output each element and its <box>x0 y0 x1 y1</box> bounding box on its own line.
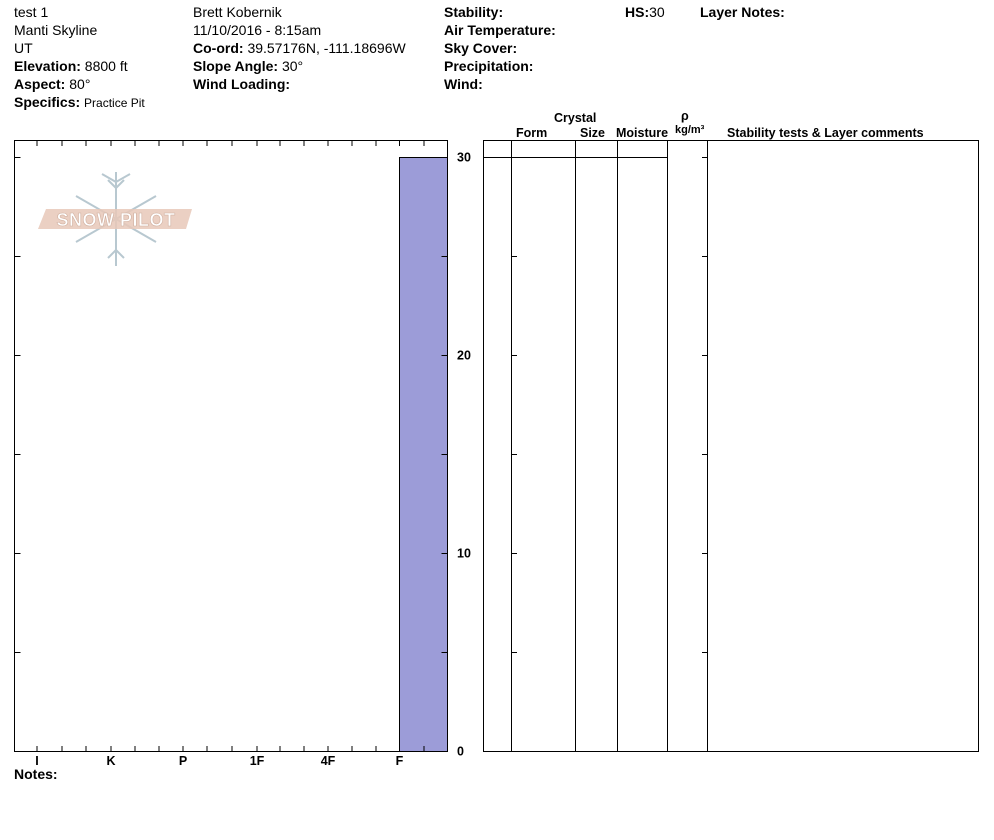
hardness-tick-label: P <box>178 754 188 768</box>
datetime: 11/10/2016 - 8:15am <box>193 22 322 38</box>
wind-label: Wind: <box>444 76 483 92</box>
depth-tick-label: 0 <box>457 744 464 759</box>
hardness-tick-label: I <box>35 754 39 768</box>
specifics-label: Specifics: <box>14 94 81 110</box>
observer: Brett Kobernik <box>193 4 282 20</box>
hardness-tick-label: K <box>106 754 116 768</box>
hardness-layer-bar <box>400 158 448 752</box>
comments-header: Stability tests & Layer comments <box>727 126 924 140</box>
state: UT <box>14 40 33 56</box>
sky-cover-label: Sky Cover: <box>444 40 518 56</box>
layer-notes-label: Layer Notes: <box>700 4 785 20</box>
logo-text: SNOW PILOT <box>56 210 176 230</box>
notes-label: Notes: <box>14 766 58 782</box>
wind-loading-label: Wind Loading: <box>193 76 291 92</box>
pit-name: test 1 <box>14 4 49 20</box>
hardness-tick-label: F <box>395 754 404 768</box>
hardness-tick-label: 4F <box>320 754 336 768</box>
depth-tick-label: 10 <box>457 546 471 561</box>
form-header: Form <box>516 126 548 140</box>
air-temp-label: Air Temperature: <box>444 22 556 38</box>
snowpilot-logo <box>38 172 192 266</box>
density-unit-header: kg/m³ <box>675 124 705 136</box>
slope-value: 30° <box>281 58 304 74</box>
aspect-value: 80° <box>69 76 91 92</box>
layer-table-columns <box>512 140 708 752</box>
hardness-plot-frame <box>15 141 448 752</box>
hs-value: 30 <box>649 4 665 20</box>
moisture-header: Moisture <box>616 126 669 140</box>
slope-label: Slope Angle: <box>193 58 279 74</box>
depth-tick-label: 30 <box>457 150 471 165</box>
crystal-header: Crystal <box>554 111 597 125</box>
size-header: Size <box>580 126 606 140</box>
coord-value: 39.57176N, -111.18696W <box>247 40 406 56</box>
layer-table-frame <box>484 141 979 752</box>
aspect-label: Aspect: <box>14 76 66 92</box>
elevation-value: 8800 ft <box>84 58 128 74</box>
coord-label: Co-ord: <box>193 40 244 56</box>
stability-label: Stability: <box>444 4 504 20</box>
hardness-tick-label: 1F <box>249 754 265 768</box>
rho-header: ρ <box>681 109 689 123</box>
depth-tick-label: 20 <box>457 348 471 363</box>
location: Manti Skyline <box>14 22 98 38</box>
hs-label: HS: <box>625 4 650 20</box>
precip-label: Precipitation: <box>444 58 534 74</box>
specifics-value: Practice Pit <box>84 96 145 110</box>
elevation-label: Elevation: <box>14 58 81 74</box>
